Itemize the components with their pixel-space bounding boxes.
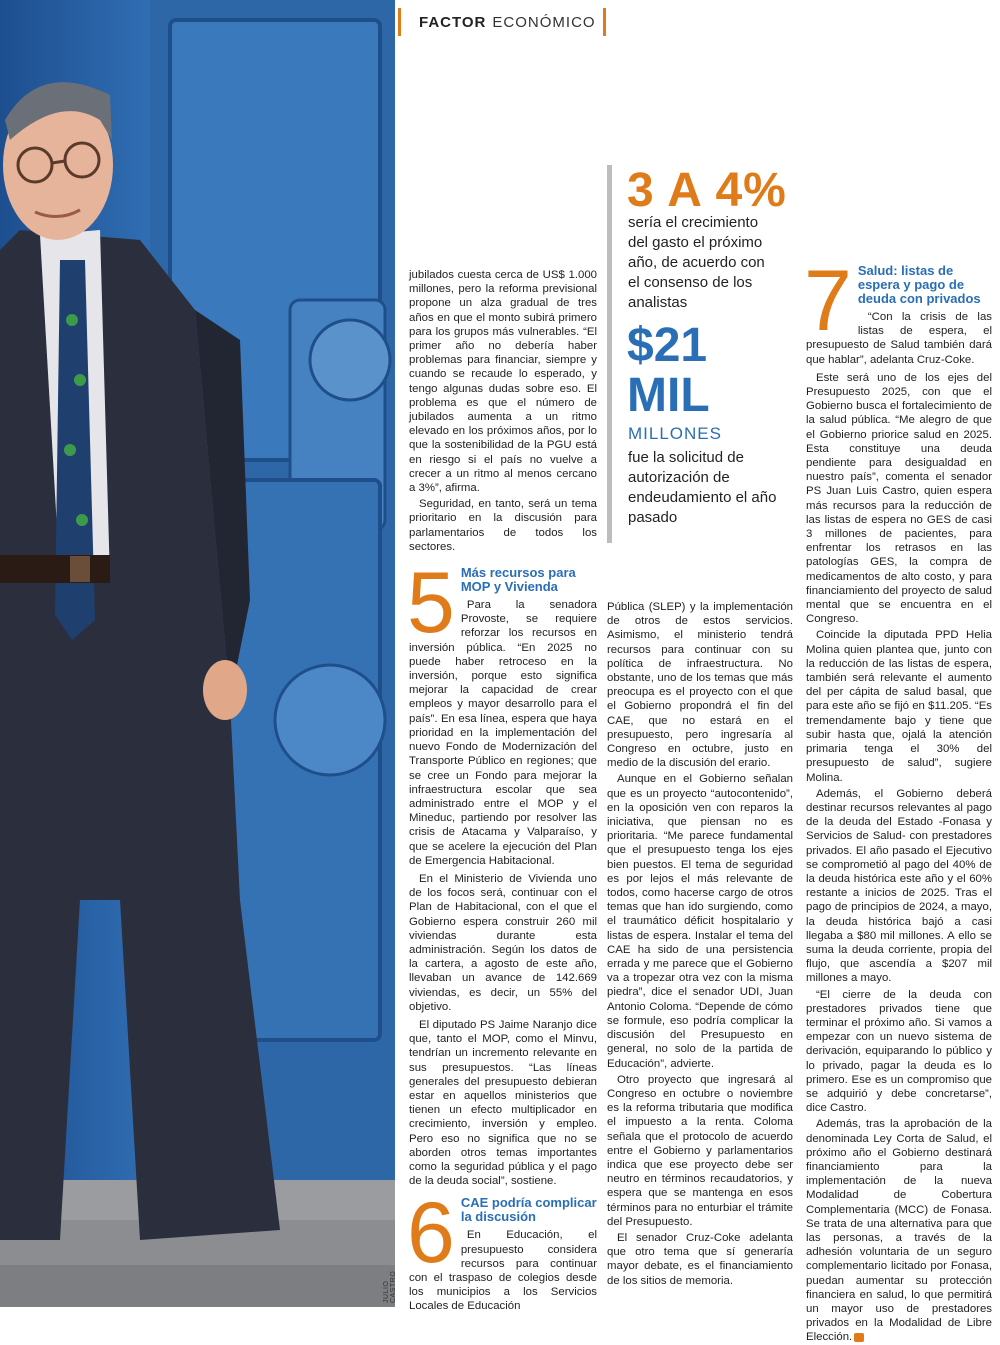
stats-divider xyxy=(607,165,612,543)
col2-paragraph: Pública (SLEP) y la implementación de otros de estos servicios. Asimismo, el ministerio tendrá recursos para continuar con su política de infraestructura. No obstante, uno de los temas que más preocupa es el proyecto con el que el Gobierno propondrá el fin del CAE, que no estará en el presupuesto, pero ingresaría al Congreso en octubre, justo en medio de la discusión del erario. xyxy=(607,601,793,770)
col1-paragraph: Seguridad, en tanto, será un tema prioritario en la discusión para parlamentarios de todos los sectores. xyxy=(409,498,597,553)
col1-paragraph: jubilados cuesta cerca de US$ 1.000 millones, pero la reforma previsional propone un alza gradual de tres años en que el monto subirá primero para los grupos más vulnerables. “El primer año no debería haber problemas para financiar, siempre y cuando se recaude lo esperado, y tengo algunas dudas sobre eso. El problema es que el número de jubilados aumenta a un ritmo elevado en los próximos años, por lo que la sostenibilidad de la PGU está en riesgo si el país no vuelve a crecer a un ritmo al menos cercano a 3%”, afirma. xyxy=(409,269,597,495)
stat2-value: $21 xyxy=(627,319,708,372)
header-bold: FACTOR xyxy=(419,13,487,31)
section-5 xyxy=(407,555,597,1188)
column-2 xyxy=(607,600,793,1288)
portrait-illustration xyxy=(0,0,395,1307)
col1-paragraph: Para la senadora Provoste, se requiere reforzar los recursos en inversión pública. “En 2025 no puede haber retroceso en la inversión, porque esto significa mejorar la capacidad de crear empleos y mayor desarrollo para el país”. En esa línea, espera que haya prioridad en la implementación del nuevo Fondo de Modernización del Transporte Público en regiones; que se cree un Fondo para mejorar la infraestructura escolar que sea administrado entre el MOP y el Mineduc, partiendo por resolver las crisis de Atacama y Valparaíso, y que se acelere la ejecución del Plan de Emergencia Habitacional. xyxy=(409,599,597,867)
column-3 xyxy=(804,253,992,1345)
section-6 xyxy=(407,1185,597,1313)
header-light: ECONÓMICO xyxy=(492,13,596,31)
col1-paragraph: El diputado PS Jaime Naranjo dice que, tanto el MOP, como el Minvu, tendrían un incremento relevante en sus presupuestos. “Las líneas generales del presupuesto debieran estar en aquellos ministerios que tienen un efecto multiplicador en crecimiento, inversión y empleo. Pero eso no significa que no se aborden otros temas importantes como la seguridad pública y el pago de la deuda social”, sostiene. xyxy=(409,1018,597,1188)
stat1-text: sería el crecimiento del gasto el próximo año, de acuerdo con el consenso de los analistas xyxy=(628,214,765,311)
col3-paragraph: Además, el Gobierno deberá destinar recursos relevantes al pago de la deuda del Estado -Fonasa y Servicios de Salud- con prestadores privados. El año pasado el Ejecutivo se comprometió al pago del 40% de la deuda histórica este año y el 60% restante a inicios de 2025. Tras el pago de principios de 2024, a mayo, la deuda histórica bajó a casi llegaba a $80 mil millones. A ello se suma la deuda corriente, propia del flujo, que ascendía a $207 mil millones a mayo. xyxy=(806,787,992,985)
col3-paragraph: “El cierre de la deuda con prestadores privados tiene que terminar el próximo año. Si vamos a empezar con un nuevo sistema de derivación, equiparando lo público y lo privado, pagar la deuda es lo primero. Ese es un compromiso que se adquirió y debe concretarse”, dice Castro. xyxy=(806,988,992,1115)
col3-paragraph: Este será uno de los ejes del Presupuesto 2025, con que el Gobierno busca el fortalecimiento de la salud pública. “Me alegro de que el Gobierno priorice salud en 2025. Esta constituye una deuda pendiente para desigualdad en nuestro país”, comenta el senador PS Juan Luis Castro, quien espera más recursos para la reducción de las listas de espera no GES de casi 3 millones de pacientes, para enfrentar los retrasos en las patologías GES, la compra de medicamentos de alto costo, y para financiamiento del proyecto de salud mental que se encuentra en el Congreso. xyxy=(806,371,992,626)
stat1-value: 3 A 4% xyxy=(627,164,787,217)
section-6-number: 6 xyxy=(407,1185,455,1282)
stat2-unit: MILLONES xyxy=(628,424,722,443)
photo-credit: JULIO CASTRO xyxy=(383,1270,397,1303)
cover-photo xyxy=(0,0,395,1307)
col3-paragraph xyxy=(806,1117,992,1344)
col1-paragraph: En el Ministerio de Vivienda uno de los focos será, continuar con el Plan de Habitacional, con el que el Gobierno espera construir 260 mil viviendas durante esta administración. Según los datos de la cartera, a agosto de este año, llevaban un avance de 142.669 viviendas, es decir, un 55% del objetivo. xyxy=(409,872,597,1013)
section-6-title: CAE podría complicar la discusión xyxy=(460,1195,597,1225)
column-1 xyxy=(409,268,597,1314)
section-7-number: 7 xyxy=(804,253,852,349)
stat2-mil: MIL xyxy=(627,369,710,422)
col2-paragraph: Otro proyecto que ingresará al Congreso en octubre o noviembre es la reforma tributaria que modifica el impuesto a la renta. Coloma señala que el protocolo de acuerdo entre el Gobierno y parlamentarios indica que ese proyecto debe ser neutro en términos recaudatorios, y espera que se mantenga en esos términos para no enturbiar el trámite del Presupuesto. xyxy=(607,1073,793,1228)
section-5-number: 5 xyxy=(407,555,455,652)
section-header xyxy=(398,8,606,36)
col1-paragraph: En Educación, el presupuesto considera recursos para continuar con el traspaso de colegios desde los municipios a los Servicios Locales de Educación xyxy=(409,1229,597,1313)
section-7-title: Salud: listas de espera y pago de deuda con privados xyxy=(857,263,981,306)
col2-paragraph: Aunque en el Gobierno señalan que es un proyecto “autocontenido”, en la oposición ven con reparos la iniciativa, que piensan no es prioritaria. “Me parece fundamental que el presupuesto tenga los ejes bien puestos. El tema de seguridad es por lejos el más relevante de todos, como hacerse cargo de otros temas que han ido surgiendo, como el traumático déficit hospitalario y listas de espera. Instalar el tema del CAE ha sido de una persistencia errada y me parece que el Gobierno va a tropezar otra vez con la misma piedra”, dice el senador UDI, Juan Antonio Coloma. “Depende de cómo se formule, eso podría complicar la discusión del Presupuesto en general, no solo de la partida de Educación”, advierte. xyxy=(607,773,793,1070)
col3-last-text: Además, tras la aprobación de la denominada Ley Corta de Salud, el próximo año el Gobierno destinará financiamiento para la implementación de la nueva Modalidad de Cobertura Complementaria (MCC) de Fonasa. Se trata de una alternativa para que las personas, a través de la adhesión voluntaria de un seguro complementario licitado por Fonasa, puedan aumentar su protección financiera en salud, lo que permitirá un mayor uso de prestadores privados en la Modalidad de Libre Elección. xyxy=(806,1118,992,1344)
end-mark-icon xyxy=(854,1333,864,1342)
col3-paragraph: “Con la crisis de las listas de espera, el presupuesto de Salud también dará que hablar”, adelanta Cruz-Coke. xyxy=(806,311,992,366)
section-5-title: Más recursos para MOP y Vivienda xyxy=(460,565,576,595)
col2-paragraph: El senador Cruz-Coke adelanta que otro tema que sí generaría mayor debate, es el financiamiento de los sitios de memoria. xyxy=(607,1231,793,1287)
section-7 xyxy=(804,253,992,367)
stat2-text: fue la solicitud de autorización de endeudamiento el año pasado xyxy=(628,449,777,526)
col3-paragraph: Coincide la diputada PPD Helia Molina quien plantea que, junto con la reducción de las listas de espera, también será relevante el aumento del per cápita de salud basal, que para este año se fijó en $11.205. “Es tremendamente bajo y tiene que subir hasta que, ojalá la atención primaria tenga el 30% del presupuesto de salud”, sugiere Molina. xyxy=(806,629,992,784)
